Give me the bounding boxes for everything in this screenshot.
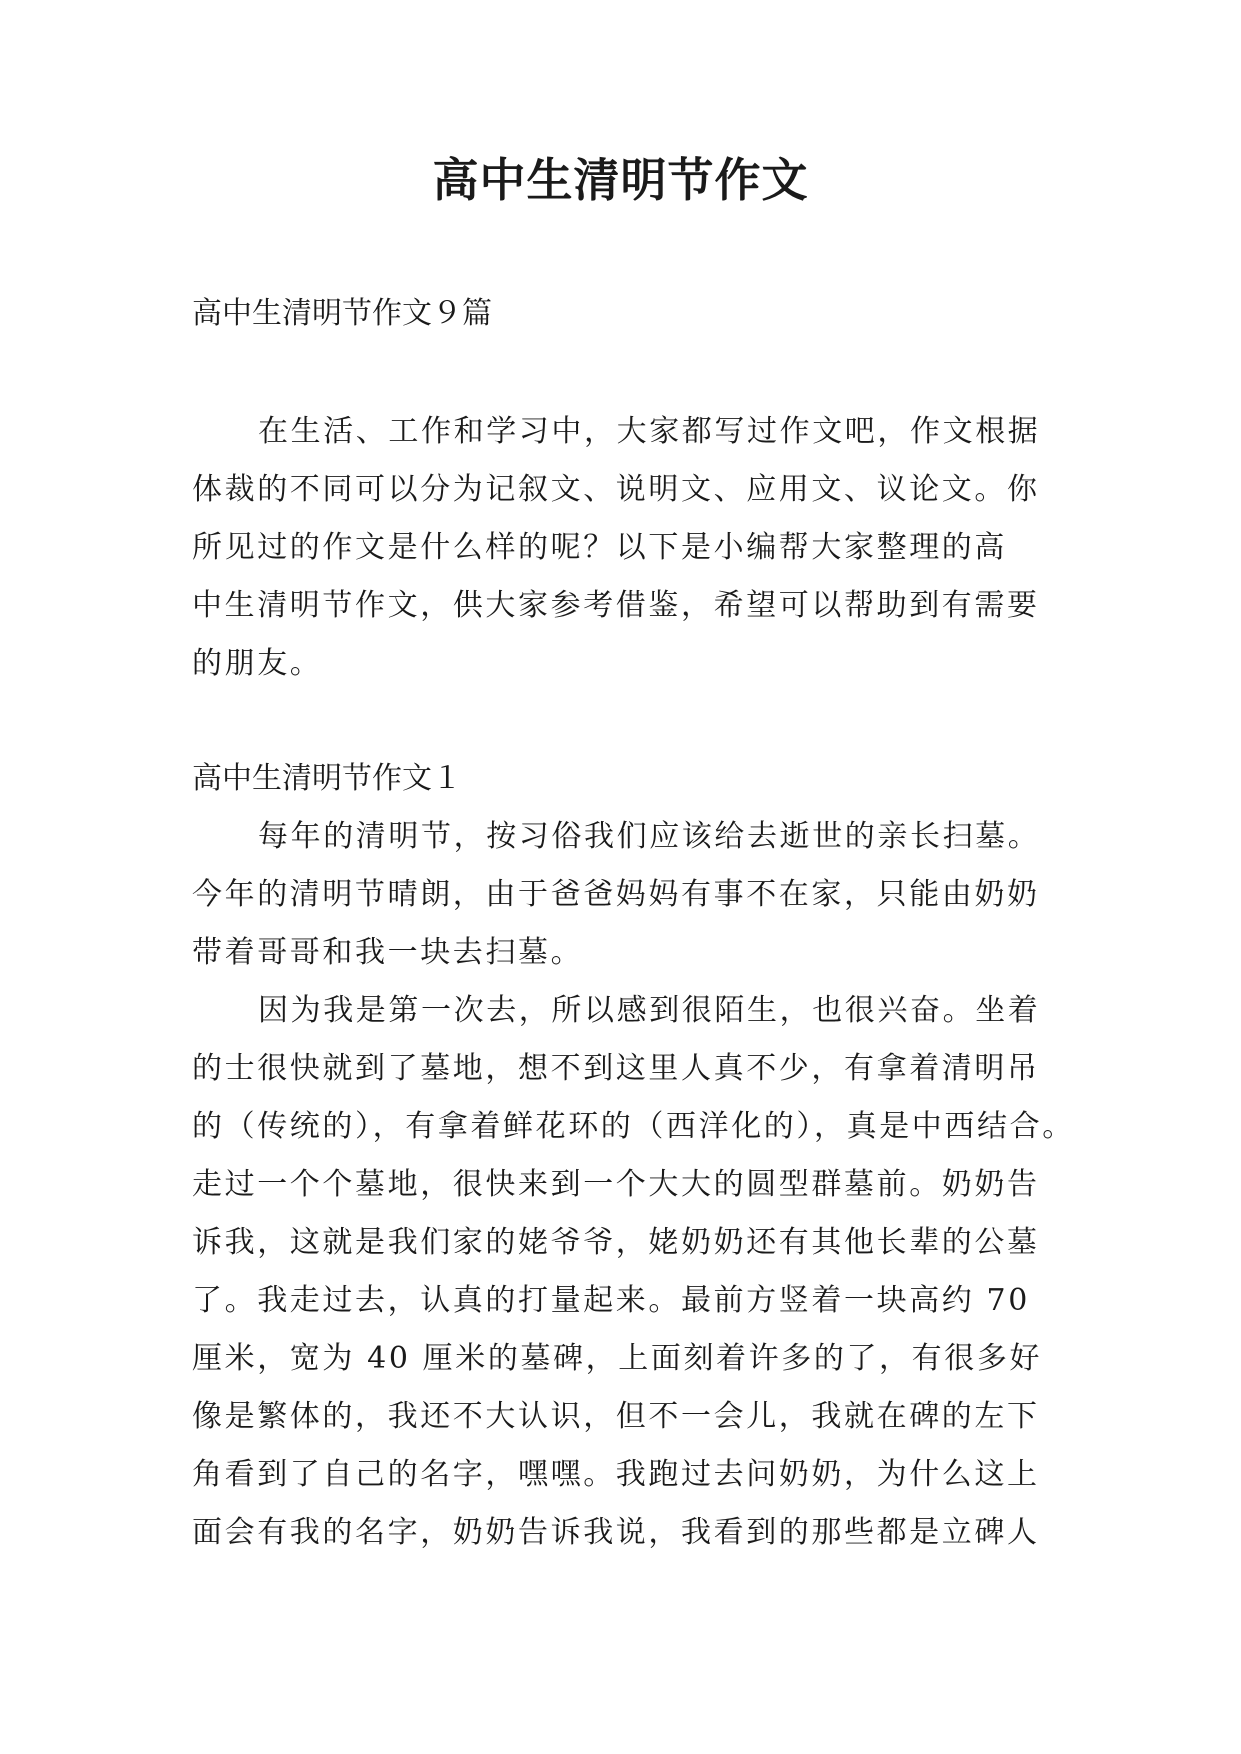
text-line: 的（传统的），有拿着鲜花环的（西洋化的），真是中西结合。 [192, 1109, 1075, 1144]
text-line: 了。我走过去，认真的打量起来。最前方竖着一块高约 70 [192, 1283, 1030, 1318]
text-line: 中生清明节作文，供大家参考借鉴，希望可以帮助到有需要 [192, 588, 1040, 623]
text-line: 因为我是第一次去，所以感到很陌生，也很兴奋。坐着 [258, 993, 1041, 1028]
text-line: 所见过的作文是什么样的呢？以下是小编帮大家整理的高 [192, 530, 1007, 565]
section-paragraph-2 [192, 982, 1075, 1562]
text-line: 像是繁体的，我还不大认识，但不一会儿，我就在碑的左下 [192, 1399, 1040, 1434]
text-line: 面会有我的名字，奶奶告诉我说，我看到的那些都是立碑人 [192, 1515, 1040, 1550]
text-line: 体裁的不同可以分为记叙文、说明文、应用文、议论文。你 [192, 472, 1040, 507]
section-paragraph-1 [192, 808, 1052, 982]
text-line: 在生活、工作和学习中，大家都写过作文吧，作文根据 [258, 414, 1041, 449]
document-subtitle: 高中生清明节作文９篇 [192, 296, 492, 331]
text-line: 角看到了自己的名字，嘿嘿。我跑过去问奶奶，为什么这上 [192, 1457, 1040, 1492]
text-line: 的朋友。 [192, 646, 323, 681]
text-line: 厘米，宽为 40 厘米的墓碑，上面刻着许多的了，有很多好 [192, 1341, 1043, 1376]
page-title: 高中生清明节作文 [432, 153, 809, 207]
text-line: 每年的清明节，按习俗我们应该给去逝世的亲长扫墓。 [258, 819, 1041, 854]
text-line: 诉我，这就是我们家的姥爷爷，姥奶奶还有其他长辈的公墓 [192, 1225, 1040, 1260]
intro-paragraph [192, 403, 1052, 693]
text-line: 带着哥哥和我一块去扫墓。 [192, 935, 584, 970]
section-heading: 高中生清明节作文１ [192, 761, 462, 796]
text-line: 今年的清明节晴朗，由于爸爸妈妈有事不在家，只能由奶奶 [192, 877, 1040, 912]
text-line: 的士很快就到了墓地，想不到这里人真不少，有拿着清明吊 [192, 1051, 1040, 1086]
text-line: 走过一个个墓地，很快来到一个大大的圆型群墓前。奶奶告 [192, 1167, 1040, 1202]
